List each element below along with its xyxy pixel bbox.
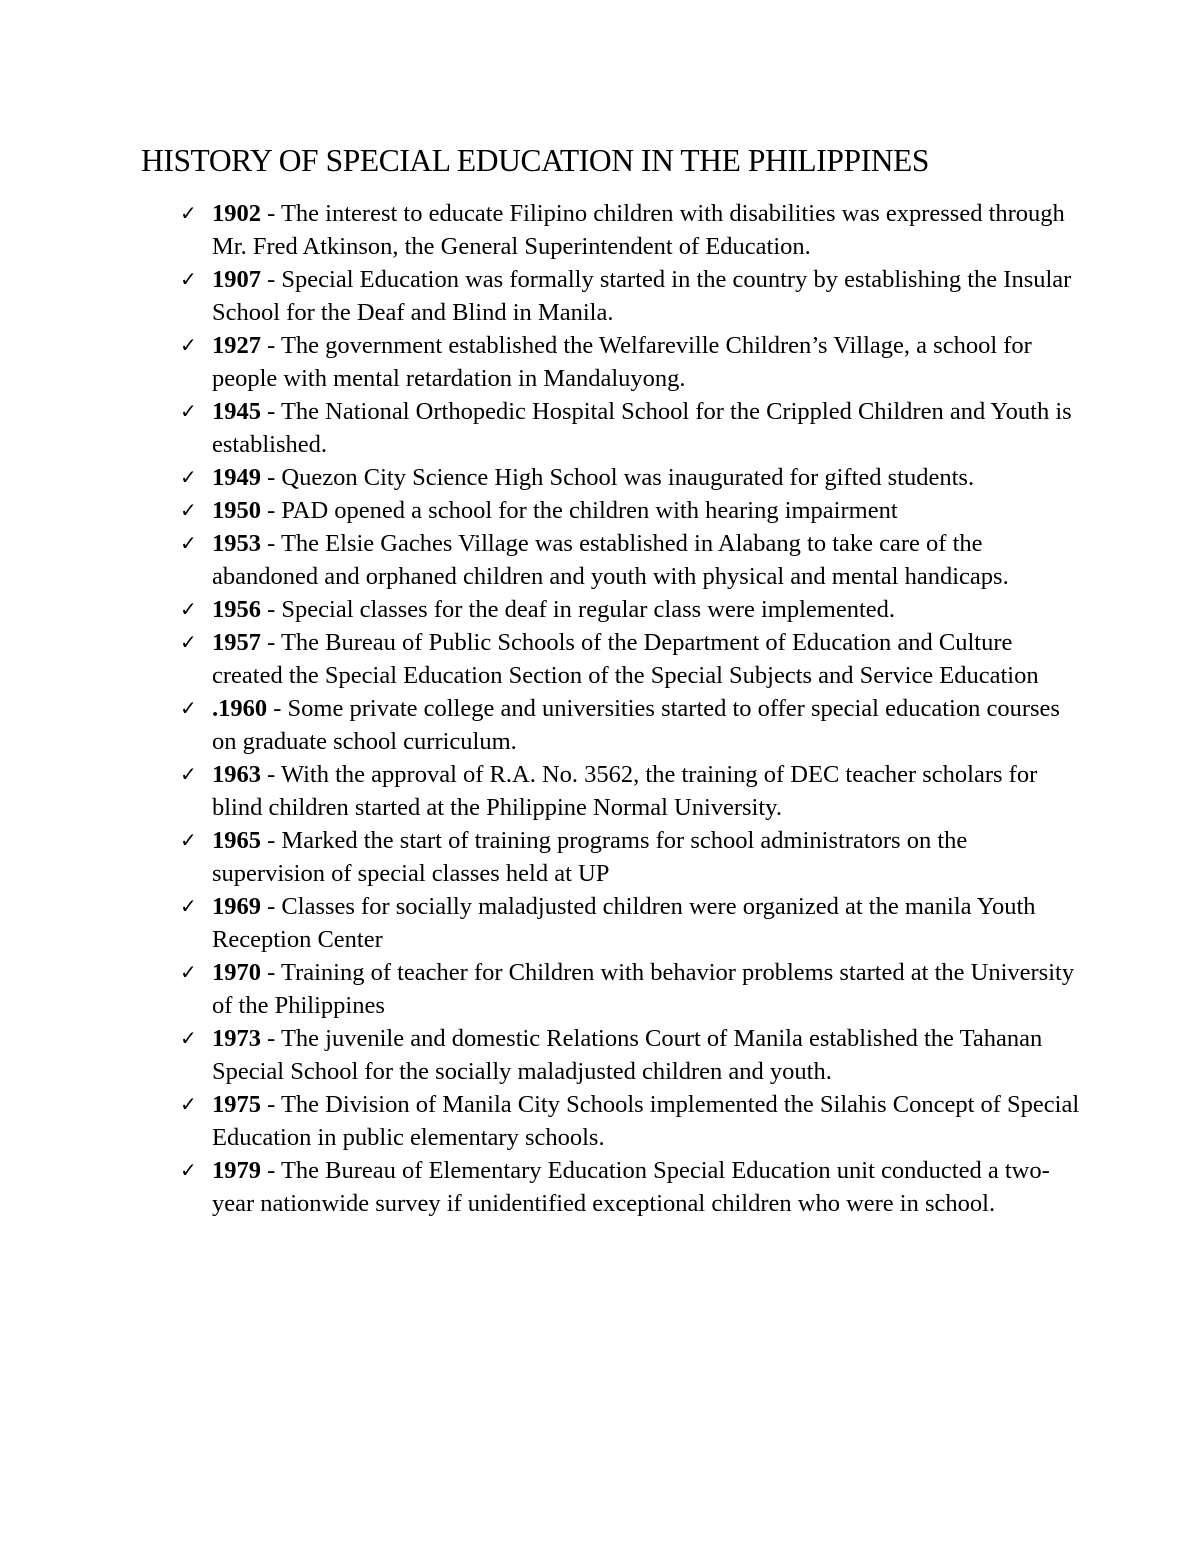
entry-year: 1975 [212,1091,261,1118]
timeline-entry [0,758,1200,824]
timeline-entry [0,593,1200,626]
entry-separator: - [261,893,282,920]
checkmark-icon: ✓ [180,531,197,555]
checkmark-icon: ✓ [180,1026,197,1050]
entry-text: The Bureau of Public Schools of the Department of Education and Culture created the Special Education Section of the Special Subjects and Service Education [212,629,1039,689]
entry-text: Special Education was formally started in the country by establishing the Insular School for the Deaf and Blind in Manila. [212,266,1072,326]
entry-text: Special classes for the deaf in regular class were implemented. [281,596,896,623]
timeline-entry [0,197,1200,263]
entry-text: Classes for socially maladjusted children were organized at the manila Youth Reception Center [212,893,1036,953]
timeline-entry [0,1088,1200,1154]
checkmark-icon: ✓ [180,630,197,654]
entry-separator: - [261,200,281,227]
entry-separator: - [261,827,282,854]
entry-year: 1956 [212,596,261,623]
entry-separator: - [261,1091,281,1118]
entry-year: 1965 [212,827,261,854]
entry-year: 1949 [212,464,261,491]
entry-separator: - [261,497,282,524]
entry-separator: - [261,398,281,425]
checkmark-icon: ✓ [180,597,197,621]
timeline-entry [0,461,1200,494]
entry-year: 1945 [212,398,261,425]
entry-separator: - [261,959,281,986]
entry-year: 1950 [212,497,261,524]
timeline-entry [0,263,1200,329]
entry-year: 1973 [212,1025,261,1052]
entry-text: The National Orthopedic Hospital School for the Crippled Children and Youth is established. [212,398,1072,458]
entry-text: Quezon City Science High School was inaugurated for gifted students. [281,464,975,491]
timeline-entry [0,395,1200,461]
entry-separator: - [261,464,282,491]
entry-year: 1953 [212,530,261,557]
entry-text: The juvenile and domestic Relations Court of Manila established the Tahanan Special School for the socially maladjusted children and youth. [212,1025,1043,1085]
entry-year: 1957 [212,629,261,656]
entry-separator: - [261,530,281,557]
entry-text: Training of teacher for Children with behavior problems started at the University of the Philippines [212,959,1075,1019]
entry-text: The Bureau of Elementary Education Special Education unit conducted a two-year nationwide survey if unidentified exceptional children who were in school. [212,1157,1050,1217]
checkmark-icon: ✓ [180,828,197,852]
entry-separator: - [261,1157,281,1184]
entry-year: 1963 [212,761,261,788]
entry-separator: - [261,629,281,656]
timeline-entry [0,956,1200,1022]
entry-separator: - [261,266,282,293]
checkmark-icon: ✓ [180,399,197,423]
timeline-entry [0,890,1200,956]
checkmark-icon: ✓ [180,762,197,786]
entry-separator: - [261,761,281,788]
checkmark-icon: ✓ [180,498,197,522]
checkmark-icon: ✓ [180,894,197,918]
entry-separator: - [261,1025,281,1052]
entry-year: .1960 [212,695,268,722]
entry-separator: - [267,695,288,722]
checkmark-icon: ✓ [180,960,197,984]
checkmark-icon: ✓ [180,1092,197,1116]
entry-text: The interest to educate Filipino children with disabilities was expressed through Mr. Fred Atkinson, the General Superintendent of Education. [212,200,1065,260]
timeline-entry [0,1154,1200,1220]
timeline-entry [0,1022,1200,1088]
checkmark-icon: ✓ [180,333,197,357]
entry-year: 1902 [212,200,261,227]
timeline-entry [0,692,1200,758]
entry-year: 1927 [212,332,261,359]
entry-year: 1979 [212,1157,261,1184]
document-title: HISTORY OF SPECIAL EDUCATION IN THE PHILIPPINES [141,143,930,178]
entry-separator: - [261,332,281,359]
checkmark-icon: ✓ [180,465,197,489]
timeline-entry [0,824,1200,890]
timeline-list [0,197,1200,1220]
checkmark-icon: ✓ [180,201,197,225]
entry-text: Marked the start of training programs for school administrators on the supervision of special classes held at UP [212,827,968,887]
entry-year: 1907 [212,266,261,293]
entry-text: With the approval of R.A. No. 3562, the training of DEC teacher scholars for blind children started at the Philippine Normal University. [212,761,1038,821]
checkmark-icon: ✓ [180,1158,197,1182]
timeline-entry [0,626,1200,692]
checkmark-icon: ✓ [180,696,197,720]
entry-year: 1969 [212,893,261,920]
entry-separator: - [261,596,282,623]
entry-text: PAD opened a school for the children with hearing impairment [281,497,898,524]
timeline-entry [0,329,1200,395]
entry-year: 1970 [212,959,261,986]
timeline-entry [0,527,1200,593]
entry-text: The Division of Manila City Schools implemented the Silahis Concept of Special Education in public elementary schools. [212,1091,1080,1151]
entry-text: The Elsie Gaches Village was established in Alabang to take care of the abandoned and orphaned children and youth with physical and mental handicaps. [212,530,1009,590]
timeline-entry [0,494,1200,527]
checkmark-icon: ✓ [180,267,197,291]
entry-text: Some private college and universities started to offer special education courses on graduate school curriculum. [212,695,1060,755]
entry-text: The government established the Welfareville Children’s Village, a school for people with mental retardation in Mandaluyong. [212,332,1032,392]
